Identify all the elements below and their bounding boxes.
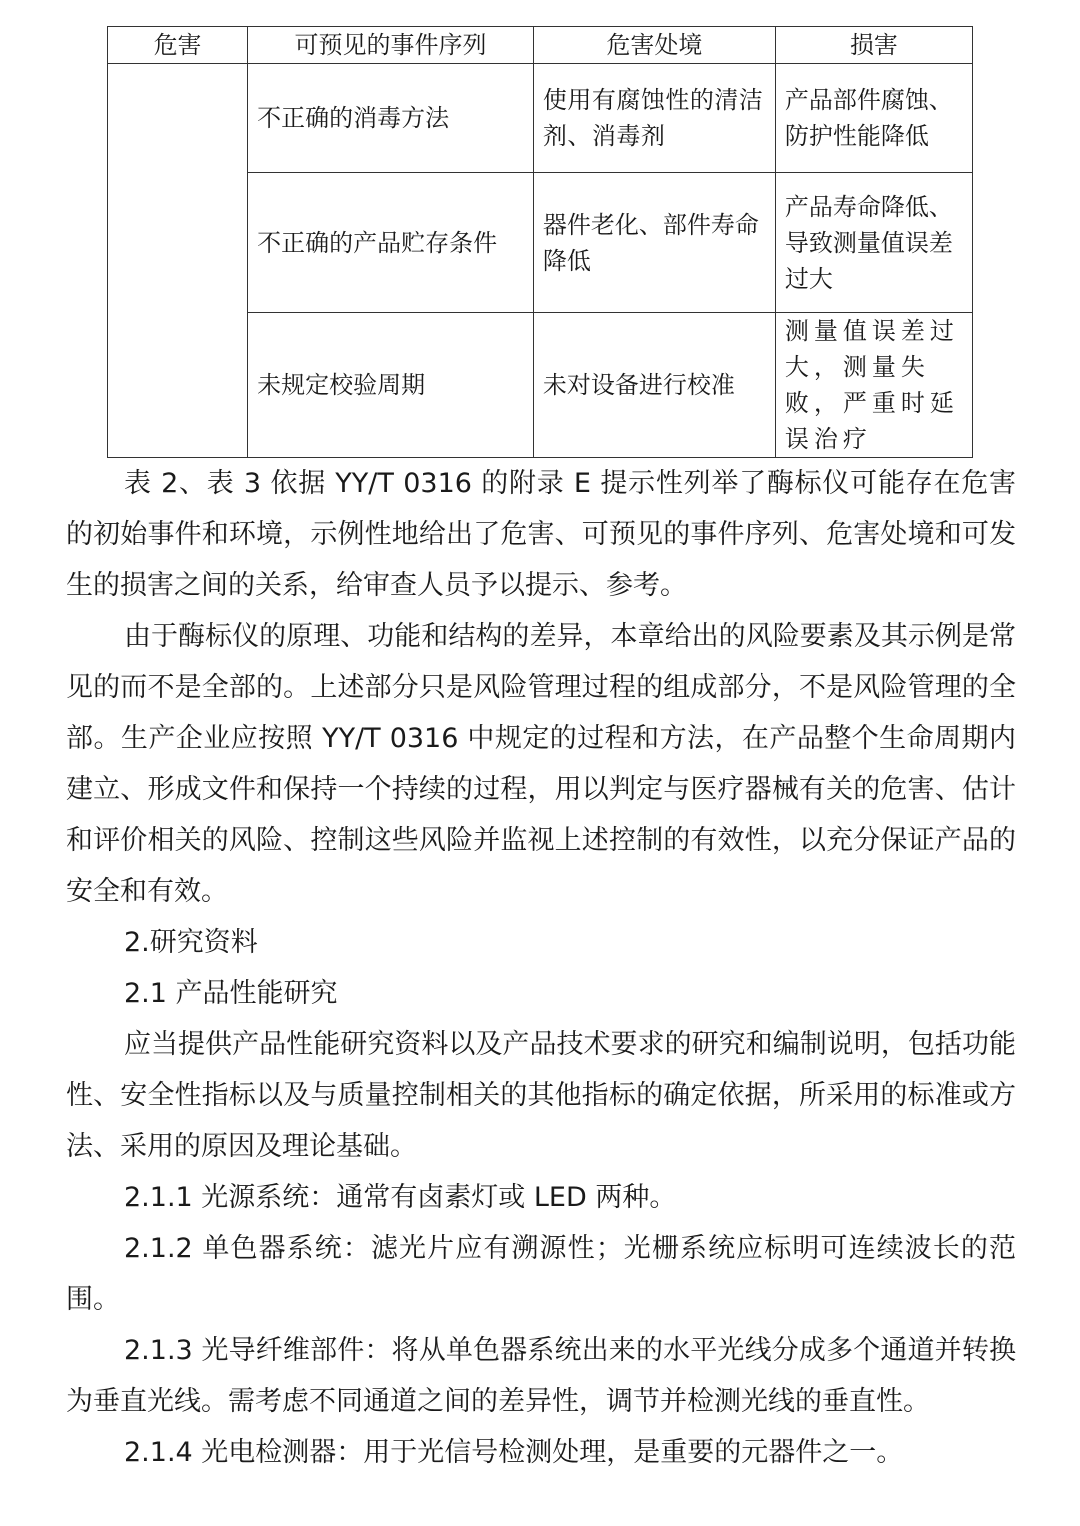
paragraph-monochromator: 2.1.2 单色器系统：滤光片应有溯源性；光栅系统应标明可连续波长的范围。 [66, 1233, 1016, 1315]
paragraph-optical-fiber: 2.1.3 光导纤维部件：将从单色器系统出来的水平光线分成多个通道并转换为垂直光线。需考虑不同通道之间的差异性，调节并检测光线的垂直性。 [66, 1335, 1016, 1417]
harm-cell: 测量值误差过大，测量失败，严重时延误治疗 [775, 313, 972, 458]
paragraph-risk-scope: 由于酶标仪的原理、功能和结构的差异，本章给出的风险要素及其示例是常见的而不是全部的。上述部分只是风险管理过程的组成部分，不是风险管理的全部。生产企业应按照 YY/T 0316 中规定的过程和方法，在产品整个生命周期内建立、形成文件和保持一个持续的过程，用以判定与医疗器械有关的危害、估计和评价相关的风险、控制这些风险并监视上述控制的有效性，以充分保证产品的安全和有效。 [66, 621, 1016, 907]
hazard-cell [108, 64, 248, 458]
paragraph-light-source: 2.1.1 光源系统：通常有卤素灯或 LED 两种。 [124, 1182, 677, 1213]
header-hazard-situation: 危害处境 [533, 27, 775, 64]
section-heading-performance: 2.1 产品性能研究 [124, 978, 338, 1009]
paragraph-performance-study: 应当提供产品性能研究资料以及产品技术要求的研究和编制说明，包括功能性、安全性指标以及与质量控制相关的其他指标的确定依据，所采用的标准或方法、采用的原因及理论基础。 [66, 1029, 1016, 1162]
sequence-cell: 未规定校验周期 [248, 313, 534, 458]
situation-cell: 使用有腐蚀性的清洁剂、消毒剂 [533, 64, 775, 173]
situation-cell: 未对设备进行校准 [533, 313, 775, 458]
sequence-cell: 不正确的产品贮存条件 [248, 173, 534, 313]
situation-cell: 器件老化、部件寿命降低 [533, 173, 775, 313]
table-header-row [108, 27, 973, 64]
harm-cell: 产品寿命降低、导致测量值误差过大 [775, 173, 972, 313]
section-heading-research: 2.研究资料 [124, 927, 258, 958]
hazard-table [107, 26, 973, 458]
table-row [108, 64, 973, 173]
paragraph-table-note: 表 2、表 3 依据 YY/T 0316 的附录 E 提示性列举了酶标仪可能存在危害的初始事件和环境，示例性地给出了危害、可预见的事件序列、危害处境和可发生的损害之间的关系，给审查人员予以提示、参考。 [66, 468, 1016, 601]
sequence-cell: 不正确的消毒方法 [248, 64, 534, 173]
paragraph-photodetector: 2.1.4 光电检测器：用于光信号检测处理，是重要的元器件之一。 [124, 1437, 904, 1468]
document-body [66, 458, 1016, 1478]
header-hazard: 危害 [108, 27, 248, 64]
header-harm: 损害 [775, 27, 972, 64]
header-event-sequence: 可预见的事件序列 [248, 27, 534, 64]
harm-cell: 产品部件腐蚀、防护性能降低 [775, 64, 972, 173]
